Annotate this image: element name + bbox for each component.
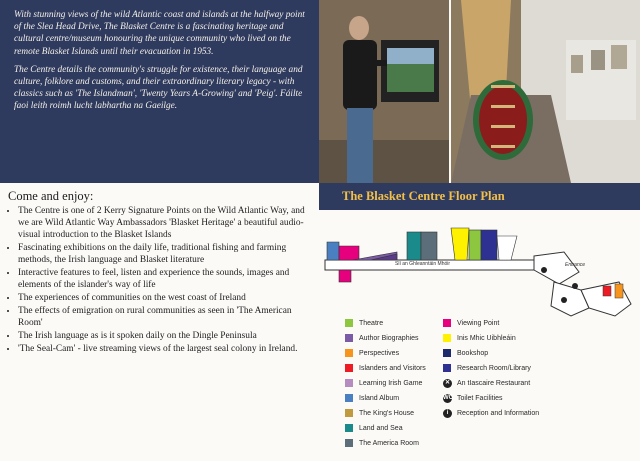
legend-swatch: [443, 319, 451, 327]
enjoy-heading: Come and enjoy:: [8, 189, 94, 203]
visitor-touchscreen-photo: [319, 0, 449, 183]
legend-swatch: [345, 379, 353, 387]
legend-item: [345, 438, 419, 449]
legend-label: Reception and Information: [457, 410, 540, 417]
corridor-label: Slí an Ghleanntáin Mhóir: [395, 261, 451, 267]
legend-item: [345, 348, 399, 359]
floor-plan-map: [319, 212, 640, 318]
legend-swatch: [443, 364, 451, 372]
legend-item: [345, 408, 414, 419]
legend-item: [443, 318, 499, 329]
legend-item: [345, 363, 426, 374]
legend-item: [443, 393, 503, 404]
legend-swatch: [345, 349, 353, 357]
come-and-enjoy-section: [8, 190, 313, 356]
intro-paragraph-2: The Centre details the community's struggle for existence, their language and culture, folklore and customs, and their extraordinary literary legacy - with classics such as 'The Islandman', 'Twenty Years A-Growing' and 'Peig'. Fáilte faoi leith roimh lucht labhartha na Gaeilge.: [14, 64, 303, 112]
legend-swatch: [443, 349, 451, 357]
enjoy-item: • The experiences of communities on the west coast of Ireland: [18, 292, 313, 304]
legend-label: The King's House: [359, 410, 415, 417]
legend-swatch: [345, 394, 353, 402]
intro-paragraph-1: With stunning views of the wild Atlantic coast and islands at the halfway point of the Slea Head Drive, The Blasket Centre is a fascinating heritage and cultural centre/museum honouring the unique community who lived on the remote Blasket Islands until their evacuation in 1953.: [14, 10, 305, 57]
legend-label: Theatre: [359, 320, 384, 327]
legend-label: The America Room: [359, 440, 419, 447]
toilet-icon: WC: [443, 394, 453, 401]
legend-label: Viewing Point: [457, 320, 500, 327]
legend-item: [345, 393, 399, 404]
legend-label: Inis Mhic Uibhleáin: [457, 335, 516, 342]
legend-item: [443, 363, 531, 374]
legend-swatch: [345, 319, 353, 327]
legend-label: An tIascaire Restaurant: [457, 380, 531, 387]
legend-item: [345, 333, 419, 344]
currach-boat-photo: [451, 0, 640, 183]
legend-swatch: [345, 439, 353, 447]
legend-label: Land and Sea: [359, 425, 403, 432]
intro-panel: [0, 0, 319, 183]
enjoy-item: • The Centre is one of 2 Kerry Signature Points on the Wild Atlantic Way, and we are Wild Atlantic Way Ambassadors 'Blasket Heritage' a beautiful audio-visual introduction to the Blasket Islands: [18, 205, 313, 241]
legend-swatch: [345, 409, 353, 417]
enjoy-item: • 'The Seal-Cam' - live streaming views of the largest seal colony in Ireland.: [18, 343, 313, 355]
legend-label: Island Album: [359, 395, 400, 402]
legend-label: Author Biographies: [359, 335, 419, 342]
restaurant-icon: ✕: [444, 379, 451, 386]
enjoy-list: [8, 205, 313, 355]
entrance-label: Entrance: [565, 262, 586, 268]
enjoy-item: • Interactive features to feel, listen and experience the sounds, images and elements of the islander's way of life: [18, 267, 313, 291]
legend-swatch: [345, 424, 353, 432]
legend-item: [443, 333, 516, 344]
legend-item: [345, 378, 422, 389]
information-icon: i: [443, 409, 452, 418]
legend-label: Islanders and Visitors: [359, 365, 426, 372]
legend-swatch: [345, 334, 353, 342]
legend-item: [443, 348, 488, 359]
enjoy-item: • The Irish language as is it spoken daily on the Dingle Peninsula: [18, 330, 313, 342]
legend-item: [443, 378, 530, 389]
enjoy-item: • The effects of emigration on rural communities as seen in 'The American Room': [18, 305, 313, 329]
legend-label: Toilet Facilities: [457, 395, 503, 402]
legend-label: Perspectives: [359, 350, 400, 357]
legend-item: [443, 408, 539, 419]
legend-swatch: [345, 364, 353, 372]
legend-label: Research Room/Library: [457, 365, 531, 372]
legend-label: Bookshop: [457, 350, 489, 357]
enjoy-item: • Fascinating exhibitions on the daily life, traditional fishing and farming methods, the Irish language and Blasket literature: [18, 242, 313, 266]
legend-swatch: [443, 334, 451, 342]
floor-plan-title: The Blasket Centre Floor Plan: [319, 183, 640, 210]
legend-item: [345, 318, 383, 329]
legend-item: [345, 423, 403, 434]
legend-label: Learning Irish Game: [359, 380, 423, 387]
